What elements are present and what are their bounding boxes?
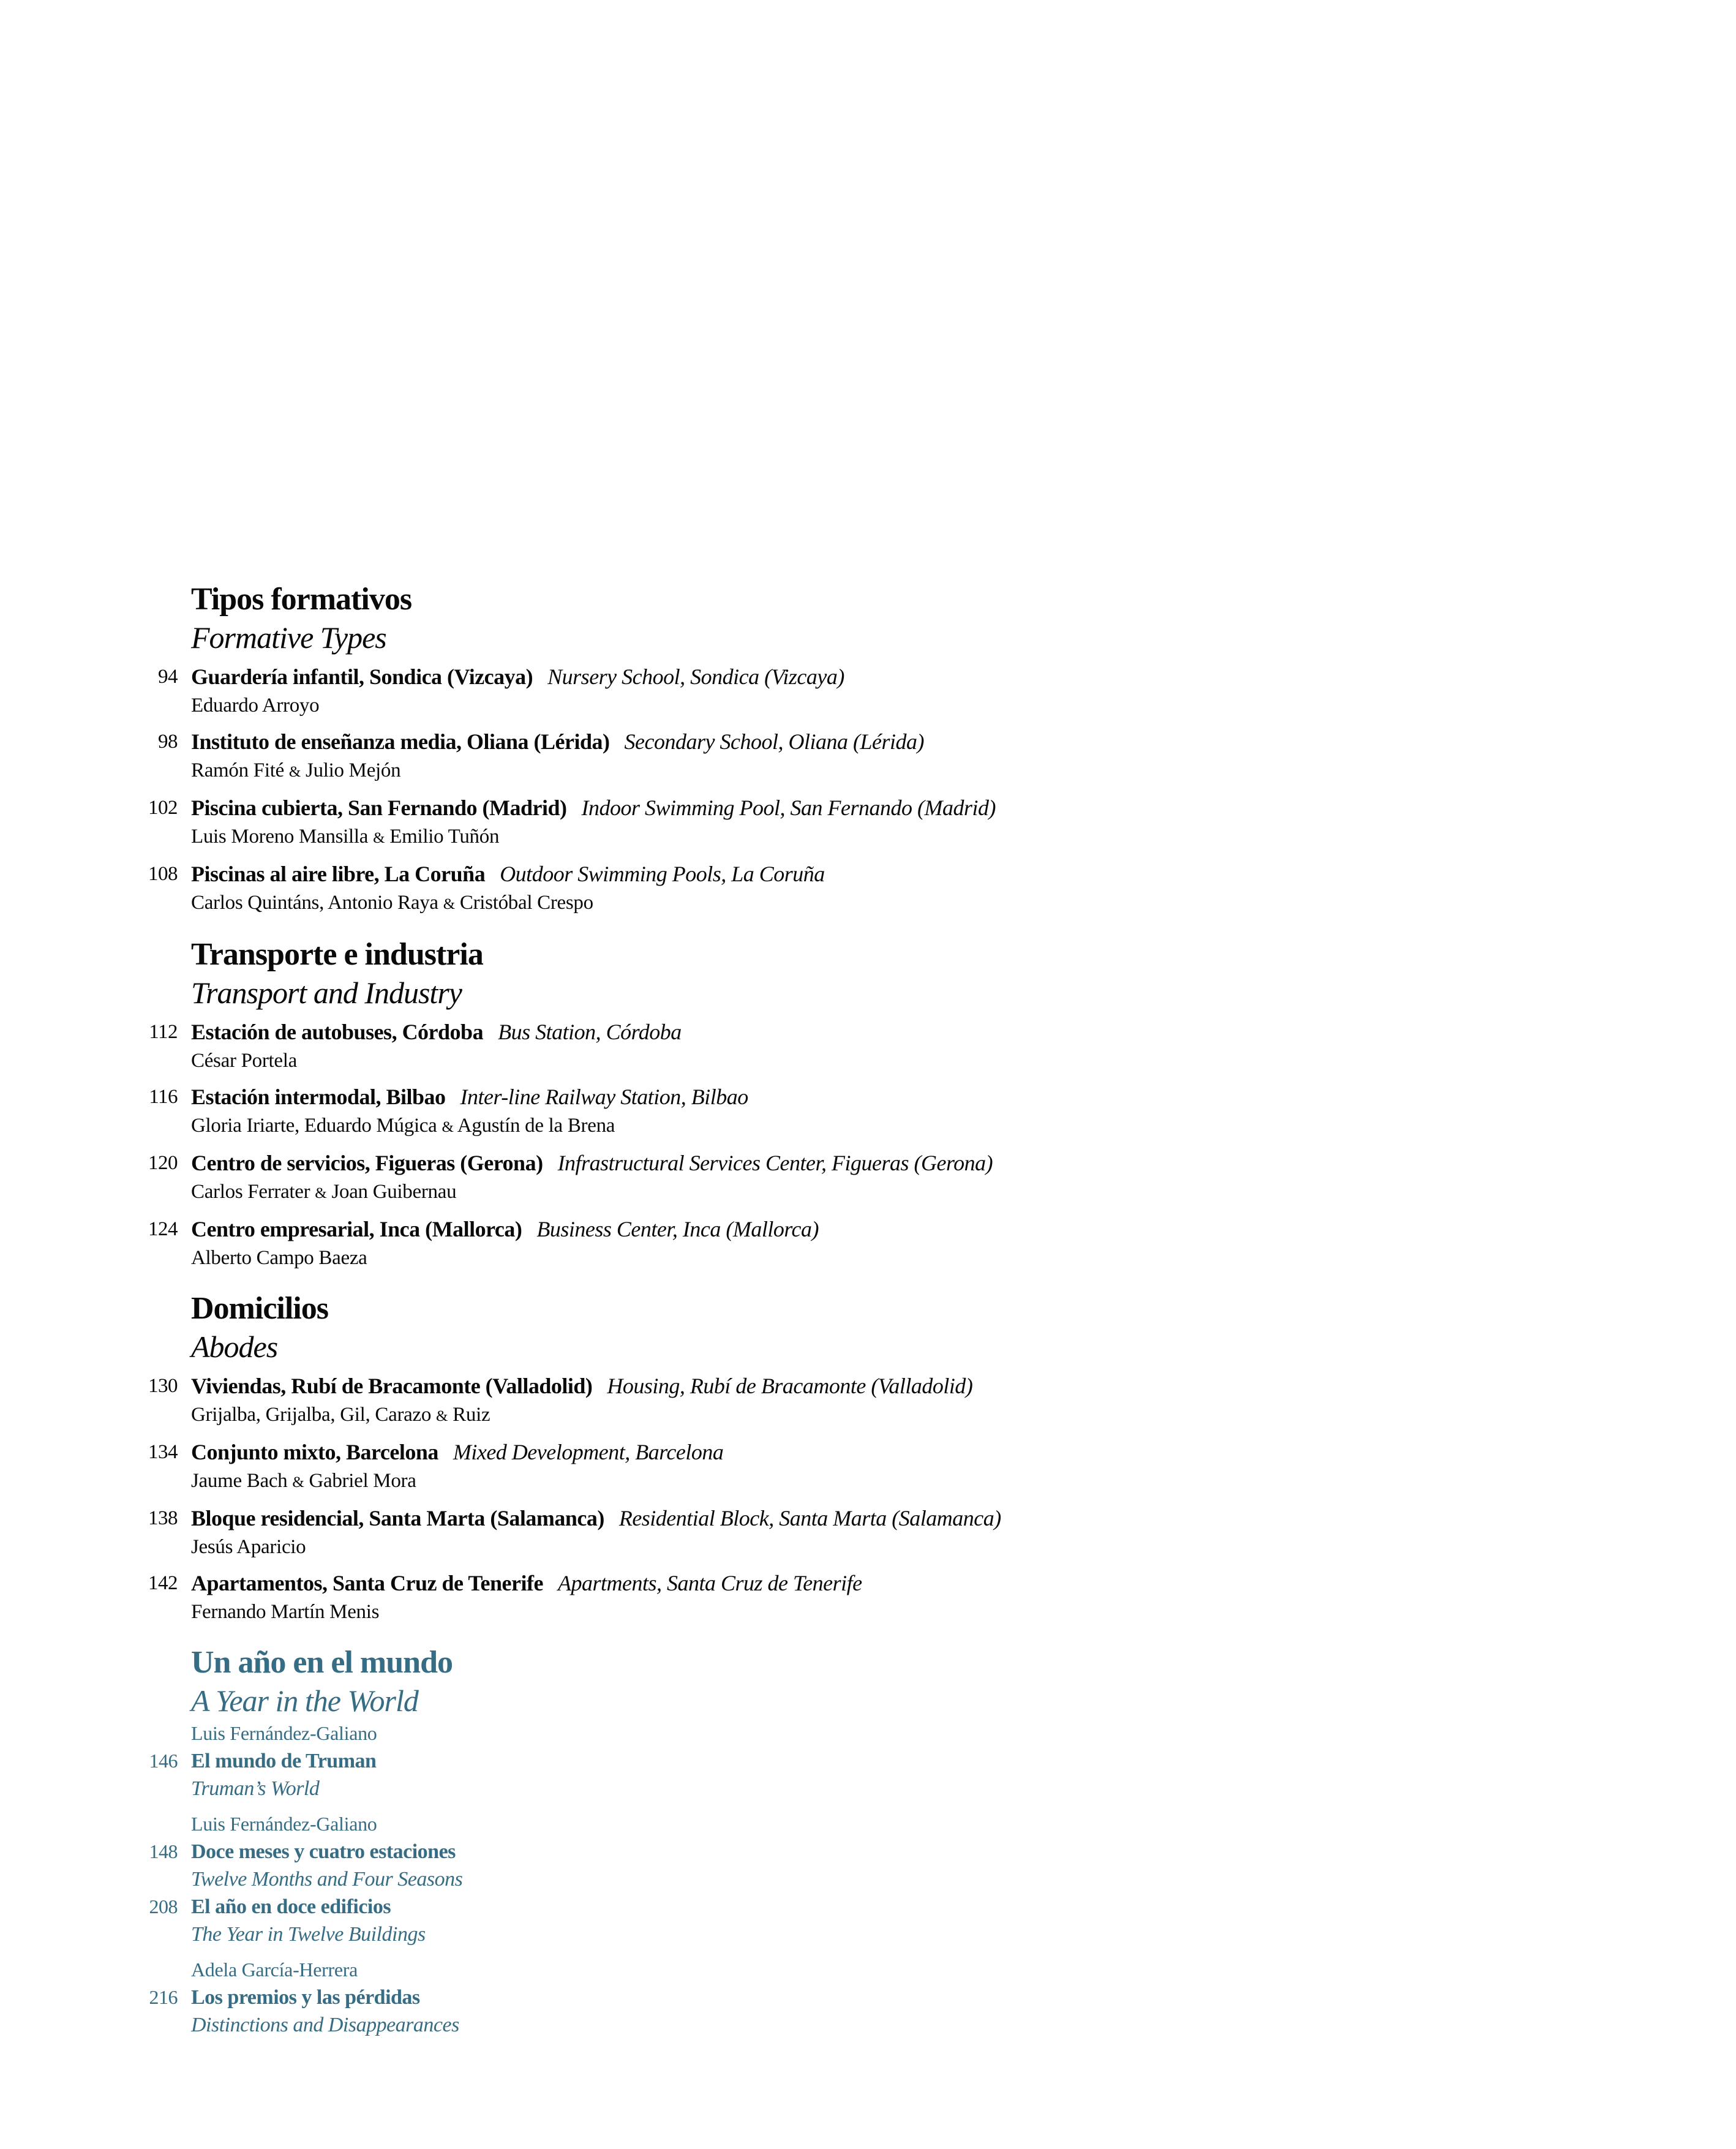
entry-title-en: Truman’s World	[191, 1777, 320, 1800]
entry-title-line	[191, 1569, 1470, 1598]
entry-title-es: El año en doce edificios	[191, 1895, 391, 1918]
entry-title-en: The Year in Twelve Buildings	[191, 1923, 426, 1946]
entry-title-es: El mundo de Truman	[191, 1750, 377, 1772]
toc-entry	[0, 663, 1470, 720]
entry-page-number: 102	[148, 797, 178, 819]
entry-authors: Alberto Campo Baeza	[191, 1247, 367, 1269]
entry-title-en: Distinctions and Disappearances	[191, 2014, 459, 2036]
toc-entry	[0, 1083, 1470, 1142]
entry-page-number: 134	[148, 1441, 178, 1463]
entry-title-es: Conjunto mixto, Barcelona	[191, 1440, 438, 1464]
entry-title-en: Secondary School, Oliana (Lérida)	[624, 729, 924, 754]
entry-title-line	[191, 1215, 1470, 1244]
entry-title-en: Housing, Rubí de Bracamonte (Valladolid)	[607, 1374, 973, 1398]
toc-entry	[0, 1372, 1470, 1431]
entry-title-line	[191, 1149, 1470, 1178]
toc-entry	[0, 1018, 1470, 1075]
toc-entry	[0, 1504, 1470, 1562]
entry-title-es: Centro empresarial, Inca (Mallorca)	[191, 1217, 522, 1241]
table-of-contents	[0, 581, 1470, 2056]
section-header	[0, 1290, 1470, 1366]
entry-title-en: Indoor Swimming Pool, San Fernando (Madrid)	[581, 796, 996, 820]
entry-title-en: Mixed Development, Barcelona	[453, 1440, 724, 1464]
ampersand: &	[442, 1119, 454, 1135]
entry-authors: César Portela	[191, 1050, 297, 1072]
entry-title-en: Nursery School, Sondica (Vizcaya)	[547, 664, 844, 689]
entry-title-line	[191, 794, 1470, 822]
entry-page-number: 112	[149, 1021, 178, 1043]
entry-authors: Jaume Bach & Gabriel Mora	[191, 1470, 416, 1492]
entry-page-number: 98	[158, 731, 178, 753]
toc-entry	[0, 794, 1470, 852]
entry-page-number: 138	[148, 1507, 178, 1529]
section-title-es: Un año en el mundo	[191, 1645, 453, 1680]
entry-page-number: 124	[148, 1218, 178, 1240]
entry-authors: Luis Moreno Mansilla & Emilio Tuñón	[191, 826, 500, 848]
section-transporte-e-industria	[0, 936, 1470, 1273]
toc-entry	[0, 1215, 1470, 1273]
ampersand: &	[288, 764, 301, 780]
toc-entry	[0, 1438, 1470, 1497]
ampersand: &	[292, 1474, 304, 1491]
entry-title-es: Doce meses y cuatro estaciones	[191, 1840, 456, 1863]
entry-page-number: 108	[148, 863, 178, 885]
entry-title-es: Estación de autobuses, Córdoba	[191, 1020, 484, 1044]
section-header	[0, 1644, 1470, 1720]
section-title-en: Abodes	[191, 1330, 278, 1364]
entry-title-en: Apartments, Santa Cruz de Tenerife	[557, 1571, 862, 1595]
entry-authors: Grijalba, Grijalba, Gil, Carazo & Ruiz	[191, 1404, 490, 1426]
entry-page-number: 146	[149, 1750, 178, 1772]
entry-title-en: Residential Block, Santa Marta (Salamanca)	[618, 1506, 1001, 1530]
section-title-en: Transport and Industry	[191, 976, 462, 1010]
entry-title-en: Twelve Months and Four Seasons	[191, 1868, 463, 1891]
section-title-en: A Year in the World	[191, 1684, 418, 1718]
toc-entry	[0, 1149, 1470, 1208]
entry-title-en: Bus Station, Córdoba	[498, 1020, 682, 1044]
entry-authors: Eduardo Arroyo	[191, 694, 320, 717]
section-domicilios	[0, 1290, 1470, 1627]
entry-authors: Gloria Iriarte, Eduardo Múgica & Agustín de la Brena	[191, 1115, 615, 1137]
entry-title-es: Bloque residencial, Santa Marta (Salamanca)	[191, 1506, 604, 1530]
group-author: Luis Fernández-Galiano	[191, 1813, 377, 1835]
entry-page-number: 94	[158, 666, 178, 688]
entry-authors: Fernando Martín Menis	[191, 1601, 380, 1623]
entry-title-en: Infrastructural Services Center, Figueras (Gerona)	[557, 1151, 993, 1175]
entry-page-number: 120	[148, 1152, 178, 1174]
toc-group	[0, 1720, 1470, 1802]
entry-title-es: Los premios y las pérdidas	[191, 1986, 420, 2009]
section-tipos-formativos	[0, 581, 1470, 919]
entry-title-line	[191, 663, 1470, 691]
section-title-es: Tipos formativos	[191, 582, 412, 617]
entry-authors: Ramón Fité & Julio Mejón	[191, 759, 401, 781]
entry-page-number: 116	[149, 1086, 178, 1108]
entry-page-number: 208	[149, 1895, 178, 1918]
entry-title-es: Apartamentos, Santa Cruz de Tenerife	[191, 1571, 543, 1595]
entry-title-es: Estación intermodal, Bilbao	[191, 1085, 446, 1109]
entry-page-number: 142	[148, 1572, 178, 1594]
entry-title-en: Business Center, Inca (Mallorca)	[536, 1217, 819, 1241]
entry-title-es: Piscinas al aire libre, La Coruña	[191, 862, 486, 886]
toc-group	[0, 1810, 1470, 1948]
ampersand: &	[315, 1185, 327, 1202]
entry-title-line	[191, 1504, 1470, 1533]
toc-entry	[0, 860, 1470, 919]
entry-title-en: Outdoor Swimming Pools, La Coruña	[500, 862, 825, 886]
toc-entry	[0, 1569, 1470, 1627]
entry-authors: Jesús Aparicio	[191, 1536, 306, 1558]
entry-title-line	[191, 860, 1470, 889]
entry-title-es: Instituto de enseñanza media, Oliana (Lérida)	[191, 729, 610, 754]
entry-title-line	[191, 1372, 1470, 1401]
ampersand: &	[436, 1408, 448, 1425]
entry-title-es: Centro de servicios, Figueras (Gerona)	[191, 1151, 543, 1175]
entry-page-number: 148	[149, 1840, 178, 1862]
entry-page-number: 130	[148, 1375, 178, 1397]
group-author: Adela García-Herrera	[191, 1959, 358, 1981]
entry-title-line	[191, 1083, 1470, 1112]
group-author: Luis Fernández-Galiano	[191, 1722, 377, 1744]
section-title-es: Transporte e industria	[191, 937, 483, 972]
ampersand: &	[373, 830, 385, 846]
entry-title-line	[191, 728, 1470, 756]
toc-group	[0, 1956, 1470, 2039]
entry-title-es: Viviendas, Rubí de Bracamonte (Valladolid)	[191, 1374, 593, 1398]
entry-title-line	[191, 1018, 1470, 1047]
entry-authors: Carlos Quintáns, Antonio Raya & Cristóbal Crespo	[191, 892, 593, 914]
entry-title-en: Inter-line Railway Station, Bilbao	[460, 1085, 748, 1109]
section-title-es: Domicilios	[191, 1291, 328, 1326]
section-title-en: Formative Types	[191, 620, 386, 655]
entry-page-number: 216	[149, 1986, 178, 2008]
entry-authors: Carlos Ferrater & Joan Guibernau	[191, 1181, 457, 1203]
entry-title-es: Guardería infantil, Sondica (Vizcaya)	[191, 664, 533, 689]
section-header	[0, 936, 1470, 1012]
section-header	[0, 581, 1470, 657]
entry-title-es: Piscina cubierta, San Fernando (Madrid)	[191, 796, 567, 820]
ampersand: &	[443, 896, 455, 913]
section-un-ano-en-el-mundo	[0, 1644, 1470, 2039]
entry-title-line	[191, 1438, 1470, 1467]
toc-entry	[0, 728, 1470, 786]
